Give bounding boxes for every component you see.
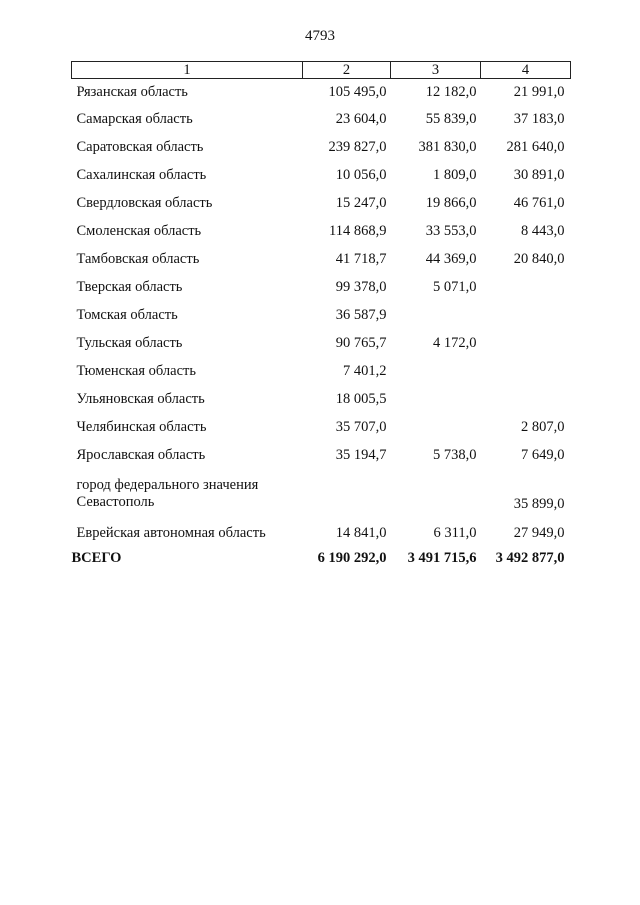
- header-row: [72, 62, 571, 79]
- value-col-4: [481, 273, 571, 301]
- table-row: [72, 105, 571, 133]
- region-name: Ульяновская область: [76, 390, 205, 407]
- value-col-3: 4 172,0: [433, 334, 477, 351]
- region-name-line-2: Севастополь: [76, 494, 155, 510]
- region-name: Свердловская область: [76, 194, 213, 211]
- total-label: ВСЕГО: [71, 549, 122, 566]
- value-col-3: 44 369,0: [425, 250, 477, 267]
- value-col-2: 99 378,0: [335, 278, 387, 295]
- table-row: [72, 245, 571, 273]
- total-col-3: 3 491 715,6: [407, 549, 477, 566]
- value-col-3: [391, 469, 481, 519]
- value-col-2: 90 765,7: [335, 334, 387, 351]
- value-col-3: 6 311,0: [433, 524, 477, 541]
- column-header-3: 3: [391, 62, 481, 79]
- value-col-2: 35 707,0: [335, 418, 387, 435]
- value-col-3: 19 866,0: [425, 194, 477, 211]
- region-name-line-1: город федерального значения: [76, 477, 259, 493]
- table-row: [72, 519, 571, 547]
- value-col-2: [303, 469, 391, 519]
- total-col-4: 3 492 877,0: [495, 549, 565, 566]
- page-number: 4793: [305, 28, 335, 44]
- value-col-4: 35 899,0: [513, 496, 565, 512]
- table-row: [72, 273, 571, 301]
- value-col-3: [391, 357, 481, 385]
- value-col-2: 41 718,7: [335, 250, 387, 267]
- value-col-2: 239 827,0: [328, 138, 387, 155]
- value-col-4: [481, 385, 571, 413]
- table-row: [72, 441, 571, 469]
- value-col-3: 5 738,0: [433, 446, 477, 463]
- value-col-2: 14 841,0: [335, 524, 387, 541]
- table-row: [72, 79, 571, 106]
- value-col-3: 55 839,0: [425, 110, 477, 127]
- table-row: [72, 413, 571, 441]
- value-col-4: 21 991,0: [513, 83, 565, 100]
- value-col-3: 12 182,0: [425, 83, 477, 100]
- table-header: [72, 62, 571, 79]
- value-col-3: [391, 413, 481, 441]
- value-col-4: 46 761,0: [513, 194, 565, 211]
- region-name: Саратовская область: [76, 138, 204, 155]
- total-col-2: 6 190 292,0: [317, 549, 387, 566]
- region-name: Тамбовская область: [76, 250, 200, 267]
- value-col-4: 30 891,0: [513, 166, 565, 183]
- region-name: [72, 469, 303, 519]
- value-col-3: 1 809,0: [433, 166, 477, 183]
- value-col-3: [391, 301, 481, 329]
- table-row: [72, 161, 571, 189]
- table-row: [72, 217, 571, 245]
- region-name: Рязанская область: [76, 83, 188, 100]
- value-col-4: 20 840,0: [513, 250, 565, 267]
- value-col-2: 105 495,0: [328, 83, 387, 100]
- table-row: [72, 469, 571, 519]
- value-col-2: 7 401,2: [343, 362, 387, 379]
- region-name: Тюменская область: [76, 362, 196, 379]
- budget-table-container: [71, 61, 570, 569]
- value-col-3: 5 071,0: [433, 278, 477, 295]
- budget-table: [71, 61, 571, 569]
- value-col-4: [481, 329, 571, 357]
- column-header-1: 1: [72, 62, 303, 79]
- region-name: Тверская область: [76, 278, 183, 295]
- table-body: [72, 79, 571, 570]
- value-col-2: 114 868,9: [329, 222, 387, 239]
- column-header-2: 2: [303, 62, 391, 79]
- value-col-3: 381 830,0: [418, 138, 477, 155]
- value-col-2: 23 604,0: [335, 110, 387, 127]
- table-row: [72, 385, 571, 413]
- region-name: Челябинская область: [76, 418, 207, 435]
- region-name: Тульская область: [76, 334, 183, 351]
- region-name: Еврейская автономная область: [76, 524, 266, 541]
- value-col-4: 7 649,0: [521, 446, 565, 463]
- table-row: [72, 133, 571, 161]
- table-row: [72, 357, 571, 385]
- value-col-4: [481, 357, 571, 385]
- value-col-2: 15 247,0: [335, 194, 387, 211]
- value-col-4: 281 640,0: [506, 138, 565, 155]
- region-name: Смоленская область: [76, 222, 202, 239]
- value-col-3: 33 553,0: [425, 222, 477, 239]
- column-header-4: 4: [481, 62, 571, 79]
- value-col-2: 18 005,5: [335, 390, 387, 407]
- table-row: [72, 189, 571, 217]
- table-row: [72, 329, 571, 357]
- value-col-4: 37 183,0: [513, 110, 565, 127]
- total-row: [72, 547, 571, 569]
- value-col-4: [481, 301, 571, 329]
- value-col-2: 36 587,9: [335, 306, 387, 323]
- table-row: [72, 301, 571, 329]
- value-col-4: 8 443,0: [521, 222, 565, 239]
- value-col-4: 2 807,0: [521, 418, 565, 435]
- region-name: Сахалинская область: [76, 166, 207, 183]
- value-col-2: 35 194,7: [335, 446, 387, 463]
- region-name: Ярославская область: [76, 446, 206, 463]
- region-name: Самарская область: [76, 110, 193, 127]
- value-col-2: 10 056,0: [335, 166, 387, 183]
- value-col-4: 27 949,0: [513, 524, 565, 541]
- value-col-3: [391, 385, 481, 413]
- region-name: Томская область: [76, 306, 178, 323]
